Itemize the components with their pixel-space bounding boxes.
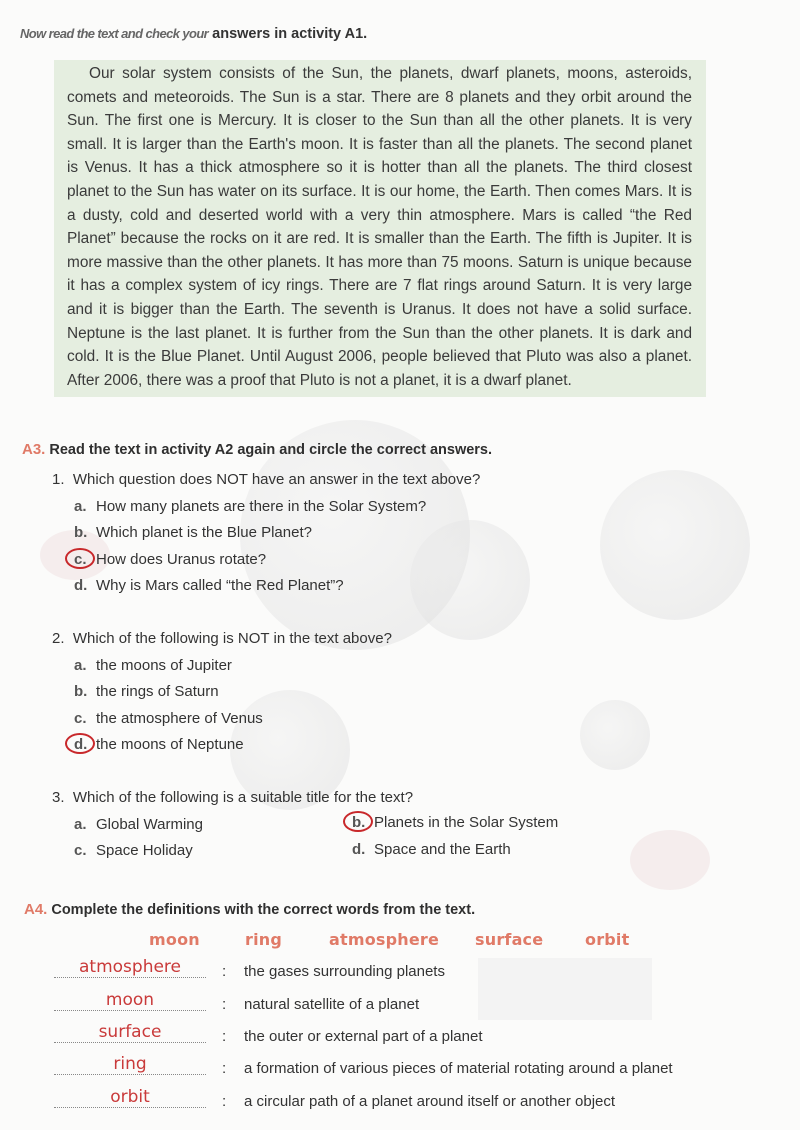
- answer-field[interactable]: surface: [54, 1022, 206, 1043]
- colon: :: [222, 963, 227, 980]
- definition-row: [54, 1086, 754, 1112]
- option-letter: b.: [74, 524, 88, 541]
- background-planet: [630, 830, 710, 890]
- option-letter: a.: [74, 657, 87, 674]
- option-text: Planets in the Solar System: [374, 814, 559, 831]
- definition-text: a circular path of a planet around itself or another object: [244, 1093, 616, 1110]
- a3-heading: [22, 441, 492, 458]
- q1-option-d[interactable]: [74, 577, 344, 594]
- option-letter: c.: [74, 710, 87, 727]
- q2-option-c[interactable]: [74, 710, 263, 727]
- a4-title: Complete the definitions with the correct words from the text.: [51, 902, 476, 918]
- definition-text: natural satellite of a planet: [244, 996, 420, 1013]
- word-bank-orbit: orbit: [585, 930, 630, 949]
- word-bank-ring: ring: [245, 930, 283, 949]
- option-letter: d.: [74, 577, 88, 594]
- definition-text: the outer or external part of a planet: [244, 1028, 483, 1045]
- word-bank-surface: surface: [475, 930, 544, 949]
- question-text: Which of the following is a suitable title for the text?: [72, 789, 414, 806]
- question-number: 2.: [52, 630, 65, 647]
- option-text: Which planet is the Blue Planet?: [96, 524, 312, 541]
- colon: :: [222, 996, 227, 1013]
- background-planet: [600, 470, 750, 620]
- q2-option-a[interactable]: [74, 657, 232, 674]
- q3-option-a[interactable]: [74, 816, 203, 833]
- question-3: [52, 789, 413, 806]
- word-bank-moon: moon: [149, 930, 200, 949]
- option-letter: c.: [74, 842, 87, 859]
- option-text: Space and the Earth: [374, 841, 511, 858]
- q3-option-c[interactable]: [74, 842, 193, 859]
- definition-row: [54, 989, 754, 1015]
- definition-row: [54, 1021, 754, 1047]
- option-text: the rings of Saturn: [96, 683, 219, 700]
- definition-row: [54, 956, 754, 982]
- a4-heading: [24, 901, 475, 918]
- activity-a2-heading: [20, 26, 367, 42]
- question-number: 1.: [52, 471, 65, 488]
- q3-option-d[interactable]: [352, 841, 511, 858]
- q2-option-b[interactable]: [74, 683, 219, 700]
- q1-option-a[interactable]: [74, 498, 426, 515]
- answer-field[interactable]: moon: [54, 990, 206, 1011]
- question-1: [52, 471, 480, 488]
- option-letter: a.: [74, 498, 87, 515]
- answer-field[interactable]: atmosphere: [54, 957, 206, 978]
- reading-passage: Our solar system consists of the Sun, the planets, dwarf planets, moons, asteroids, comets and meteoroids. The Sun is a star. There are 8 planets and they orbit around the Sun. The first one is Mercury. It is closer to the Sun than all the other planets. It is very small. It is larger than the Earth's moon. It is faster than all the planets. The second planet is Venus. It has a thick atmosphere so it is hotter than all the planets. The third closest planet to the Sun has water on its surface. It is our home, the Earth. Then comes Mars. It is a dusty, cold and deserted world with a very thin atmosphere. Mars is called “the Red Planet” because the rocks on it are red. It is smaller than the Earth. The fifth is Jupiter. It is more massive than the other planets. It has more than 75 moons. Saturn is unique because it has a complex system of icy rings. There are 7 flat rings around Saturn. It is very large and it is bigger than the Earth. The seventh is Uranus. It does not have a solid surface. Neptune is the last planet. It is further from the Sun than the other planets. It is dark and cold. It is the Blue Planet. Until August 2006, people believed that Pluto was also a planet. After 2006, there was a proof that Pluto is not a planet, it is a dwarf planet.: [54, 60, 706, 397]
- a3-title: Read the text in activity A2 again and circle the correct answers.: [49, 442, 493, 458]
- definition-row: [54, 1053, 754, 1079]
- option-letter: d.: [74, 736, 96, 753]
- q1-option-b[interactable]: [74, 524, 312, 541]
- definition-text: the gases surrounding planets: [244, 963, 445, 980]
- option-letter: d.: [352, 841, 366, 858]
- option-text: the atmosphere of Venus: [96, 710, 263, 727]
- question-text: Which question does NOT have an answer in the text above?: [72, 471, 481, 488]
- colon: :: [222, 1093, 227, 1110]
- option-letter: b.: [352, 814, 374, 831]
- answer-field[interactable]: orbit: [54, 1087, 206, 1108]
- answer-field[interactable]: ring: [54, 1054, 206, 1075]
- option-text: Why is Mars called “the Red Planet”?: [96, 577, 344, 594]
- option-text: Space Holiday: [96, 842, 193, 859]
- q3-option-b-circled[interactable]: [352, 814, 558, 831]
- q1-option-c-circled[interactable]: [74, 551, 266, 568]
- colon: :: [222, 1060, 227, 1077]
- colon: :: [222, 1028, 227, 1045]
- option-text: the moons of Jupiter: [96, 657, 232, 674]
- definition-text: a formation of various pieces of material rotating around a planet: [244, 1060, 673, 1077]
- word-bank-atmosphere: atmosphere: [329, 930, 440, 949]
- a4-code: A4.: [24, 901, 48, 918]
- option-text: How many planets are there in the Solar System?: [96, 498, 427, 515]
- question-2: [52, 630, 392, 647]
- option-text: How does Uranus rotate?: [96, 551, 267, 568]
- option-letter: a.: [74, 816, 87, 833]
- option-text: the moons of Neptune: [96, 736, 244, 753]
- activity-a2-heading-faded: Now read the text and check your: [20, 26, 209, 41]
- background-planet: [580, 700, 650, 770]
- question-number: 3.: [52, 789, 65, 806]
- option-letter: b.: [74, 683, 88, 700]
- option-text: Global Warming: [96, 816, 203, 833]
- option-letter: c.: [74, 551, 96, 568]
- activity-a2-heading-text: answers in activity A1.: [212, 26, 368, 42]
- q2-option-d-circled[interactable]: [74, 736, 244, 753]
- a3-code: A3.: [22, 441, 46, 458]
- question-text: Which of the following is NOT in the text above?: [72, 630, 392, 647]
